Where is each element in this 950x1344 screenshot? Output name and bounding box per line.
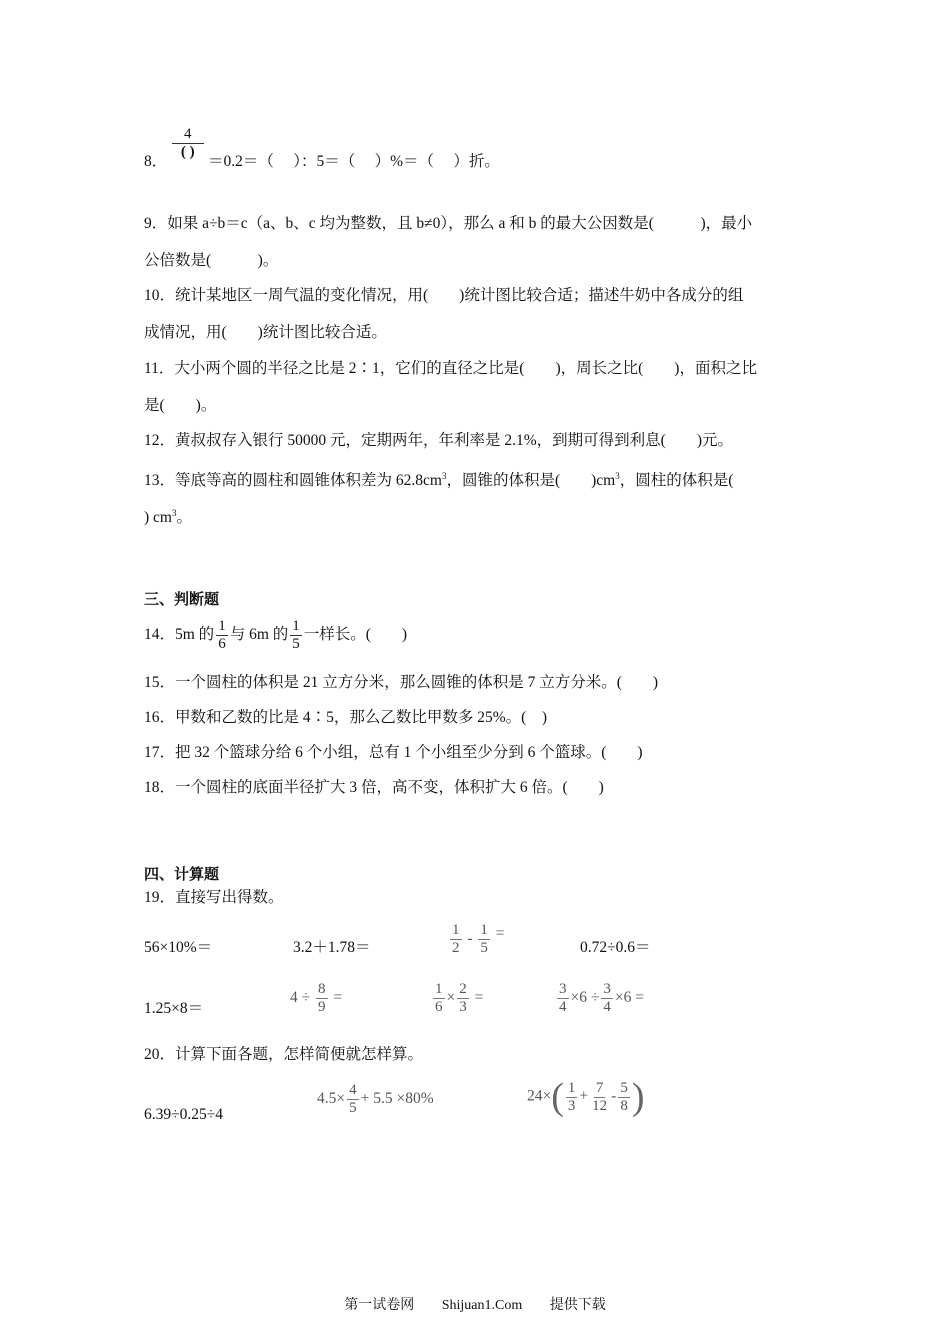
question-11-line1: 11．大小两个圆的半径之比是 2∶1，它们的直径之比是( )，周长之比( )，面积之比	[144, 360, 757, 377]
q8-rest: ＝0.2＝（ ）：5＝（ ）%＝（ ）折。	[208, 153, 500, 170]
footer-right: 提供下载	[549, 1298, 606, 1313]
fraction-numerator: 4	[172, 126, 204, 144]
calc-item: 4 ÷ $\frac{8}{9}$ =	[290, 981, 343, 1015]
question-13-line1: 13．等底等高的圆柱和圆锥体积差为 $62.8cm^3$，圆锥的体积是( )$cm^3$，圆柱的体积是(	[144, 471, 734, 490]
fraction-denominator: ( )	[180, 144, 195, 160]
fraction: $\frac{1}{5}$	[480, 922, 488, 956]
calc-item: 56×10%＝	[144, 939, 213, 956]
question-9-line2: 公倍数是( )。	[144, 252, 279, 269]
calc-item: $\frac{1}{6}$ × $\frac{2}{3}$ =	[435, 981, 484, 1015]
fraction: $\frac{4}{5}$	[349, 1082, 357, 1116]
fraction: $\frac{5}{8}$	[620, 1079, 628, 1114]
question-18: 18．一个圆柱的底面半径扩大 3 倍，高不变，体积扩大 6 倍。( )	[144, 779, 604, 796]
question-10-line1: 10．统计某地区一周气温的变化情况，用( )统计图比较合适；描述牛奶中各成分的组	[144, 287, 744, 304]
question-12: 12．黄叔叔存入银行 50000 元，定期两年，年利率是 2.1%，到期可得到利息( )元。	[144, 432, 733, 449]
question-20-title: 20．计算下面各题，怎样简便就怎样算。	[144, 1046, 424, 1063]
question-8	[144, 152, 167, 172]
question-17: 17．把 32 个篮球分给 6 个小组，总有 1 个小组至少分到 6 个篮球。( )	[144, 744, 643, 761]
question-19-title: 19．直接写出得数。	[144, 889, 284, 906]
fraction: $\frac{3}{4}$	[603, 981, 611, 1015]
question-11-line2: 是( )。	[144, 397, 217, 414]
calc-item: 0.72÷0.6＝	[580, 939, 651, 956]
question-9-line1: 9．如果 a÷b＝c（a、b、c 均为整数，且 b≠0），那么 a 和 b 的最大公因数是( )，最小	[144, 215, 753, 232]
question-13-line2: ) $cm^3$。	[144, 508, 192, 527]
question-16: 16．甲数和乙数的比是 4∶5，那么乙数比甲数多 25%。( )	[144, 709, 547, 726]
calc-item: 6.39÷0.25÷4	[144, 1106, 224, 1123]
calc-item: 24×( $\frac{1}{3}$ + $\frac{7}{12}$ - $\frac{5}{8}$ )	[527, 1076, 645, 1118]
footer-site: Shijuan1.Com	[441, 1298, 523, 1313]
calc-item: 1.25×8＝	[144, 1000, 204, 1017]
fraction: $\frac{8}{9}$	[318, 981, 326, 1015]
fraction: $\frac{1}{6}$	[435, 981, 443, 1015]
calc-item: $\frac{3}{4}$ ×6 ÷ $\frac{3}{4}$ ×6 =	[559, 981, 644, 1015]
section-4-heading: 四、计算题	[144, 865, 220, 883]
calc-item: 4.5× $\frac{4}{5}$ + 5.5 ×80%	[317, 1082, 434, 1116]
fraction: $\frac{1}{2}$	[452, 922, 460, 956]
right-paren: )	[631, 1076, 645, 1118]
question-14: 14．5m 的 $\frac{1}{6}$ 与 6m 的 $\frac{1}{5}$ 一样长。( )	[144, 617, 408, 652]
fraction: $\frac{2}{3}$	[459, 981, 467, 1015]
fraction: $\frac{1}{3}$	[567, 1079, 576, 1114]
question-number: 8．	[144, 153, 168, 170]
fraction: $\frac{7}{12}$	[592, 1079, 608, 1114]
question-10-line2: 成情况，用( )统计图比较合适。	[144, 324, 387, 341]
calc-item: 3.2＋1.78＝	[293, 939, 371, 956]
fraction: $\frac{3}{4}$	[559, 981, 567, 1015]
fraction: $\frac{1}{6}$	[218, 617, 226, 652]
section-3-heading: 三、判断题	[144, 590, 220, 608]
page-footer	[0, 1294, 950, 1314]
q8-fraction	[170, 126, 206, 161]
calc-item: $\frac{1}{2}$ - $\frac{1}{5}$ =	[452, 922, 505, 956]
footer-left: 第一试卷网	[344, 1298, 415, 1313]
fraction: $\frac{1}{5}$	[292, 617, 300, 652]
left-paren: (	[551, 1076, 564, 1118]
question-15: 15．一个圆柱的体积是 21 立方分米，那么圆锥的体积是 7 立方分米。( )	[144, 674, 659, 691]
